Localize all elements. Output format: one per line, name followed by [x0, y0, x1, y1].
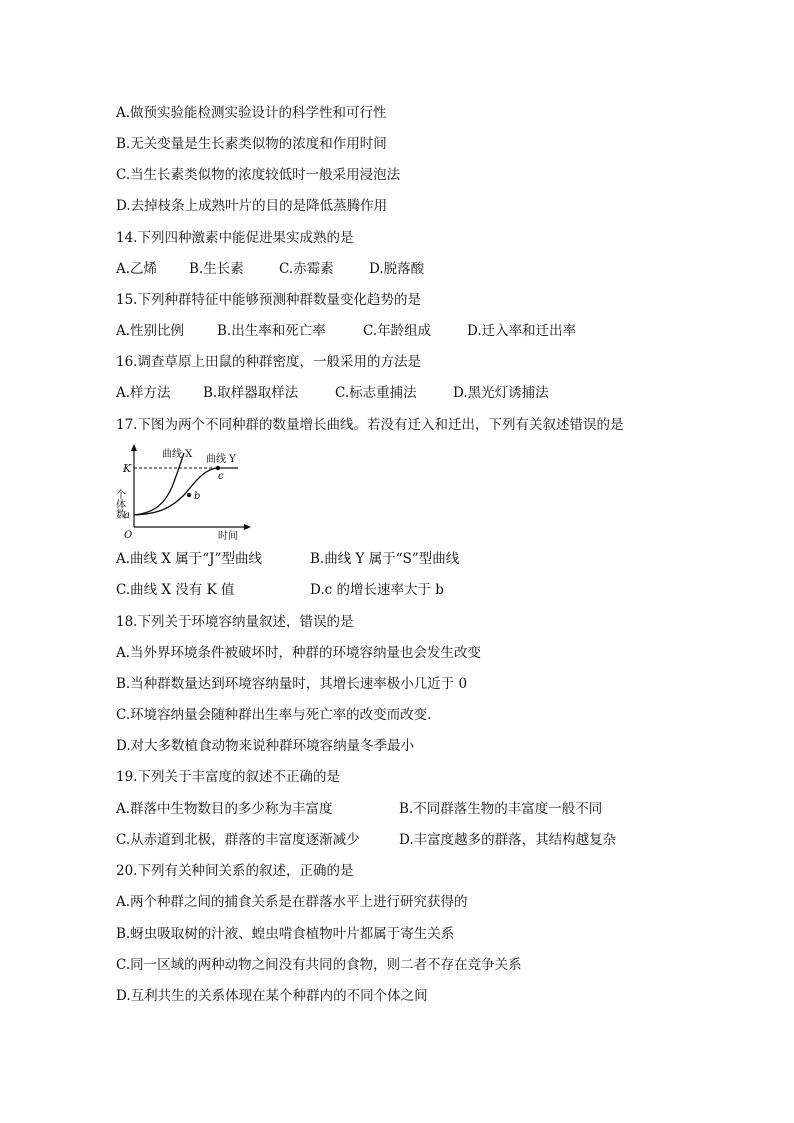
q17-option-a: A.曲线 X 属于“J”型曲线: [116, 551, 262, 567]
x-axis-label: 时间: [218, 531, 238, 541]
q20-stem: 20.下列有关种间关系的叙述，正确的是: [116, 863, 354, 879]
q20-option-c: C.同一区域的两种动物之间没有共同的食物，则二者不存在竞争关系: [116, 957, 522, 973]
q15-option-c: C.年龄组成: [363, 323, 432, 339]
q19-option-d: D.丰富度越多的群落，其结构越复杂: [399, 832, 617, 848]
q20-option-b: B.蚜虫吸取树的汁液、蝗虫啃食植物叶片都属于寄生关系: [116, 926, 455, 942]
q15-option-b: B.出生率和死亡率: [217, 323, 326, 339]
q14-stem: 14.下列四种激素中能促进果实成熟的是: [116, 230, 354, 246]
point-a-label: a: [124, 510, 130, 521]
curve-y-label: 曲线 Y: [206, 454, 236, 465]
q13-option-d: D.去掉枝条上成熟叶片的目的是降低蒸腾作用: [116, 198, 388, 214]
curve-x-label: 曲线 X: [162, 449, 193, 460]
q18-option-b: B.当种群数量达到环境容纳量时，其增长速率极小几近于 0: [116, 676, 468, 692]
origin-label: O: [124, 530, 133, 541]
k-label: K: [123, 462, 132, 475]
q18-option-a: A.当外界环境条件被破坏时，种群的环境容纳量也会发生改变: [116, 645, 482, 661]
q18-option-d: D.对大多数植食动物来说种群环境容纳量冬季最小: [116, 738, 415, 754]
q13-option-a: A.做预实验能检测实验设计的科学性和可行性: [116, 105, 387, 121]
q15-option-d: D.迁入率和迁出率: [467, 323, 577, 339]
q16-option-c: C.标志重捕法: [335, 385, 417, 401]
q19-option-c: C.从赤道到北极，群落的丰富度逐渐减少: [116, 832, 360, 848]
q14-option-b: B.生长素: [189, 261, 244, 277]
q16-option-d: D.黑光灯诱捕法: [453, 385, 549, 401]
y-axis-arrow: [131, 444, 137, 451]
point-b-marker: [187, 493, 191, 497]
q17-option-d: D.c 的增长速率大于 b: [310, 582, 444, 598]
q19-option-b: B.不同群落生物的丰富度一般不同: [399, 801, 603, 817]
q14-option-c: C.赤霉素: [279, 261, 334, 277]
q20-option-d: D.互利共生的关系体现在某个种群内的不同个体之间: [116, 988, 428, 1004]
q15-option-a: A.性别比例: [116, 323, 185, 339]
point-c-marker: [216, 466, 220, 470]
q14-option-a: A.乙烯: [116, 261, 158, 277]
q16-option-a: A.样方法: [116, 385, 171, 401]
q17-option-b: B.曲线 Y 属于“S”型曲线: [310, 551, 460, 567]
q18-option-c: C.环境容纳量会随种群出生率与死亡率的改变而改变.: [116, 707, 432, 723]
point-b-label: b: [194, 491, 201, 502]
q13-option-b: B.无关变量是生长素类似物的浓度和作用时间: [116, 136, 387, 152]
q17-stem: 17.下图为两个不同种群的数量增长曲线。若没有迁入和迁出，下列有关叙述错误的是: [116, 417, 624, 433]
q17-option-c: C.曲线 X 没有 K 值: [116, 582, 235, 598]
q16-stem: 16.调查草原上田鼠的种群密度，一般采用的方法是: [116, 354, 421, 370]
q13-option-c: C.当生长素类似物的浓度较低时一般采用浸泡法: [116, 167, 401, 183]
q15-stem: 15.下列种群特征中能够预测种群数量变化趋势的是: [116, 292, 421, 308]
q20-option-a: A.两个种群之间的捕食关系是在群落水平上进行研究获得的: [116, 894, 468, 910]
q18-stem: 18.下列关于环境容纳量叙述，错误的是: [116, 614, 354, 630]
q16-option-b: B.取样器取样法: [203, 385, 299, 401]
y-axis-label: 个体数: [113, 489, 125, 519]
point-c-label: c: [218, 471, 224, 482]
q19-option-a: A.群落中生物数目的多少称为丰富度: [116, 801, 333, 817]
population-growth-figure: [110, 441, 252, 541]
q14-option-d: D.脱落酸: [369, 261, 425, 277]
x-axis-arrow: [244, 524, 251, 530]
q19-stem: 19.下列关于丰富度的叙述不正确的是: [116, 769, 340, 785]
curve-x: [134, 453, 184, 515]
